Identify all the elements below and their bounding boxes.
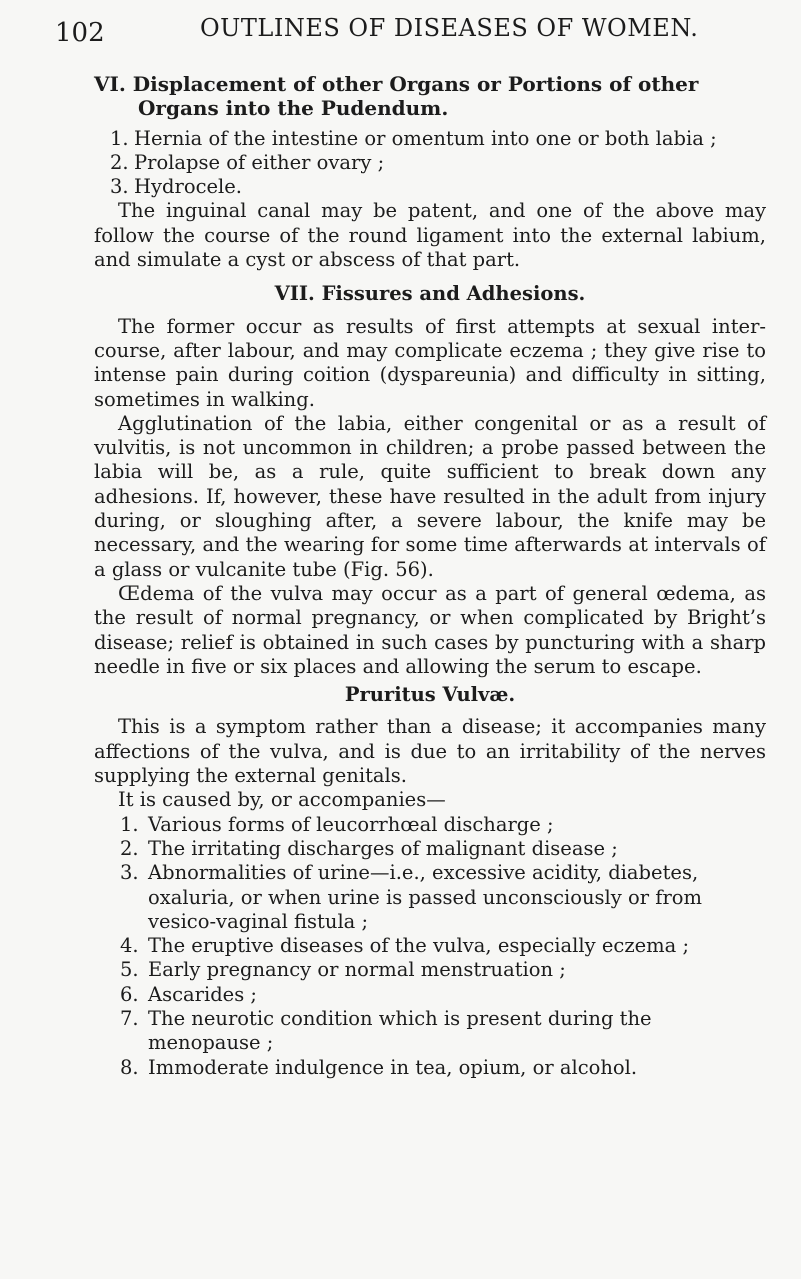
list-number: 5. bbox=[120, 958, 139, 982]
list-text: Various forms of leucorrhœal discharge ; bbox=[148, 812, 554, 836]
causes-list bbox=[94, 813, 766, 1080]
page-header bbox=[55, 6, 761, 56]
list-item bbox=[94, 983, 766, 1007]
list-number: 2. bbox=[110, 150, 129, 174]
list-number: 7. bbox=[120, 1006, 139, 1030]
page-body bbox=[94, 72, 766, 1080]
paragraph: Agglutination of the labia, either congenital or as a result of vulvitis, is not uncommon in children; a probe passed between the labia will be, as a rule, quite sufficient to break down any adhesions. If, however, these have resulted in the adult from injury during, or sloughing after, a severe labour, the knife may be necessary, and the wearing for some time afterwards at intervals of a glass or vulcanite tube (Fig. 56). bbox=[94, 411, 766, 581]
list-number: 6. bbox=[120, 982, 139, 1006]
list-text: Prolapse of either ovary ; bbox=[134, 150, 385, 174]
list-number: 1. bbox=[110, 126, 129, 150]
list-text: Immoderate indulgence in tea, opium, or alcohol. bbox=[148, 1055, 638, 1079]
list-number: 4. bbox=[120, 934, 139, 958]
list-text: Hydrocele. bbox=[134, 175, 243, 199]
list-text: Early pregnancy or normal menstruation ; bbox=[148, 958, 566, 982]
list-text: The irritating discharges of malignant disease ; bbox=[148, 836, 618, 860]
paragraph: It is caused by, or accompanies— bbox=[118, 788, 446, 812]
list-number: 1. bbox=[120, 812, 139, 836]
section-vi-heading-line1: VI. Displacement of other Organs or Portions of other bbox=[94, 72, 699, 96]
list-text: Ascarides ; bbox=[148, 982, 257, 1006]
list-number: 8. bbox=[120, 1055, 139, 1079]
list-item bbox=[94, 958, 766, 982]
section-vi-heading-line2: Organs into the Pudendum. bbox=[138, 96, 449, 121]
list-text: The eruptive diseases of the vulva, especially eczema ; bbox=[148, 934, 690, 958]
paragraph: This is a symptom rather than a disease; it accompanies many affections of the vulva, and is due to an irritability of the nerves supplying the external genitals. bbox=[94, 715, 766, 788]
list-number: 3. bbox=[120, 861, 139, 885]
list-item bbox=[94, 1007, 766, 1056]
paragraph: The former occur as results of first attempts at sexual inter-course, after labour, and may complicate eczema ; they give rise to intense pain during coition (dyspareunia) and difficulty in sitting, sometimes in walking. bbox=[94, 314, 766, 411]
list-number: 3. bbox=[110, 175, 129, 199]
list-item bbox=[94, 837, 766, 861]
list-item bbox=[94, 934, 766, 958]
list-item bbox=[94, 861, 766, 934]
list-number: 2. bbox=[120, 836, 139, 860]
displacement-list bbox=[94, 127, 766, 200]
pruritus-heading: Pruritus Vulvæ. bbox=[344, 683, 516, 707]
running-title: OUTLINES OF DISEASES OF WOMEN. bbox=[200, 14, 699, 42]
section-vi-heading bbox=[94, 72, 766, 121]
paragraph: The inguinal canal may be patent, and one of the above may follow the course of the round ligament into the external labium, and simulate a cyst or abscess of that part. bbox=[94, 199, 766, 272]
paragraph: Œdema of the vulva may occur as a part of general œdema, as the result of normal pregnancy, or when complicated by Bright’s disease; relief is obtained in such cases by puncturing with a sharp needle in five or six places and allowing the serum to escape. bbox=[94, 581, 766, 678]
section-vii-heading: VII. Fissures and Adhesions. bbox=[274, 282, 586, 306]
list-item bbox=[94, 1056, 766, 1080]
list-text: Hernia of the intestine or omentum into one or both labia ; bbox=[134, 126, 717, 150]
list-item bbox=[94, 813, 766, 837]
list-item bbox=[94, 175, 766, 199]
list-item bbox=[94, 151, 766, 175]
list-text: Abnormalities of urine—i.e., excessive acidity, diabetes, oxaluria, or when urine is passed unconsciously or from vesico-vaginal fistula ; bbox=[148, 861, 703, 933]
list-text: The neurotic condition which is present during the menopause ; bbox=[148, 1006, 652, 1055]
list-item bbox=[94, 127, 766, 151]
page-number: 102 bbox=[55, 18, 105, 48]
